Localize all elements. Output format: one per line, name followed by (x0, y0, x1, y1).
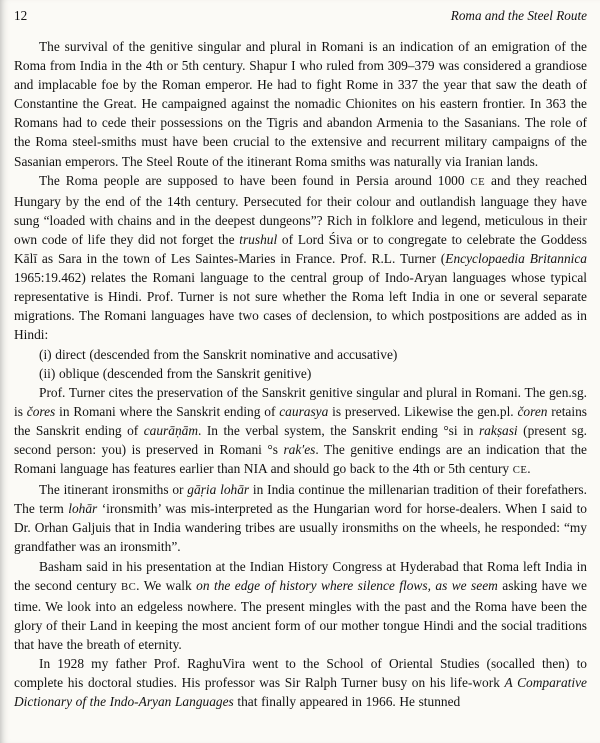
text-segment: in India continue the millenarian tradition of their forefathers. The term (14, 482, 587, 517)
text-segment: 1965:19.462) relates the Romani language to the central group of Indo-Aryan languages whose typical representative is Hindi. Prof. Turner is not sure whether the Roma left India in one or several separate migrations. The Romani languages have two cases of declension, to which postpositions are added as in Hindi: (14, 270, 587, 343)
text-segment: Encyclopaedia Britannica (445, 251, 588, 267)
text-segment: ‘ironsmith’ was mis-interpreted as the Hungarian word for horse-dealers. When I said to Dr. Orhan Galjuis that in India wandering tribes are usually ironsmiths on the wheels, he responded: “my grandfather was an ironsmith”. (14, 501, 587, 555)
text-segment: (ii) oblique (descended from the Sanskrit genitive) (39, 365, 312, 381)
text-segment: . The genitive endings are an indication that the Romani language has features earlier than NIA and should go back to the 4th or 5th century (14, 441, 587, 477)
text-segment: In 1928 my father Prof. RaghuVira went to the School of Oriental Studies (socalled then) to complete his doctoral studies. His professor was Sir Ralph Turner busy on his life-work (14, 656, 587, 691)
text-segment: retains the Sanskrit ending of (14, 403, 587, 438)
page-number: 12 (14, 8, 28, 23)
text-segment: . We walk (136, 577, 197, 593)
paragraph (14, 345, 587, 364)
text-segment: BC (121, 580, 137, 593)
text-segment: . In the verbal system, the Sanskrit ending °si in (198, 422, 479, 438)
page-header (14, 8, 587, 24)
text-segment: lohār (68, 501, 98, 517)
text-segment: A Comparative Dictionary of the Indo-Aryan Languages (14, 675, 587, 710)
text-segment: čoren (517, 403, 548, 419)
text-segment: caurasya (279, 403, 329, 419)
text-segment: čores (26, 403, 56, 419)
text-segment: that finally appeared in 1966. He stunned (233, 694, 461, 710)
running-title: Roma and the Steel Route (450, 8, 587, 23)
text-segment: is preserved. Likewise the gen.pl. (328, 403, 518, 419)
text-segment: Prof. Turner cites the preservation of the Sanskrit genitive singular and plural in Romani. The gen.sg. is (14, 384, 587, 419)
text-segment: rak′es (283, 441, 316, 457)
text-segment: The survival of the genitive singular and plural in Romani is an indication of an emigration of the Roma from India in the 4th or 5th century. Shapur I who ruled from 309–379 was considered a grandiose and implacable foe by the Roman emperor. He had to fight Rome in 337 the year that saw the death of Constantine the Great. He campaigned against the nomadic Chionites on his eastern frontier. In 363 the Romans had to cede their possessions on the Tigris and abandon Armenia to the Sasanians. The role of the Roma steel-smiths must have been crucial to the extensive and recurrent military campaigns of the Sasanian emperors. The Steel Route of the itinerant Roma smiths was naturally via Iranian lands. (14, 39, 587, 169)
paragraph (14, 557, 587, 654)
page-body (14, 37, 587, 711)
paragraph (14, 37, 587, 171)
text-segment: The Roma people are supposed to have been found in Persia around 1000 (39, 172, 471, 188)
text-segment: and they reached Hungary by the end of the 14th century. Persecuted for their colour and outlandish language they have sung “loaded with chains and in the deepest dungeons”? Rich in folklore and legend, meticulous in their own code of life they did not forget the (14, 172, 587, 247)
paragraph (14, 171, 587, 345)
paragraph (14, 383, 587, 480)
text-segment: CE (512, 464, 528, 477)
text-segment: . (527, 461, 531, 477)
text-segment: on the edge of history where silence flows, as we seem (196, 577, 498, 593)
paragraph (14, 364, 587, 383)
text-segment: Basham said in his presentation at the Indian History Congress at Hyderabad that Roma left India in the second century (14, 558, 587, 593)
text-segment: asking have we time. We look into an edgeless nowhere. The present mingles with the past and the Roma have been the glory of their Land in keeping the most ancient form of our mother tongue Hindi and the social traditions that have the breath of eternity. (14, 577, 587, 652)
paragraph (14, 480, 587, 556)
text-segment: in Romani where the Sanskrit ending of (55, 403, 280, 419)
text-segment: The itinerant ironsmiths or (39, 482, 188, 498)
text-segment: (present sg. second person: you) is preserved in Romani °s (14, 422, 587, 457)
text-segment: CE (470, 175, 486, 188)
text-segment: trushul (239, 231, 278, 247)
text-segment: gāṛia lohār (187, 482, 250, 498)
paragraph (14, 654, 587, 711)
text-segment: rakṣasi (478, 422, 518, 438)
text-segment: (i) direct (descended from the Sanskrit nominative and accusative) (39, 346, 398, 362)
text-segment: of Lord Śiva or to congregate to celebrate the Goddess Kālī as Sara in the town of Les Saintes-Maries in France. Prof. R.L. Turner ( (14, 231, 587, 267)
text-segment: caurāṇām (143, 422, 199, 438)
